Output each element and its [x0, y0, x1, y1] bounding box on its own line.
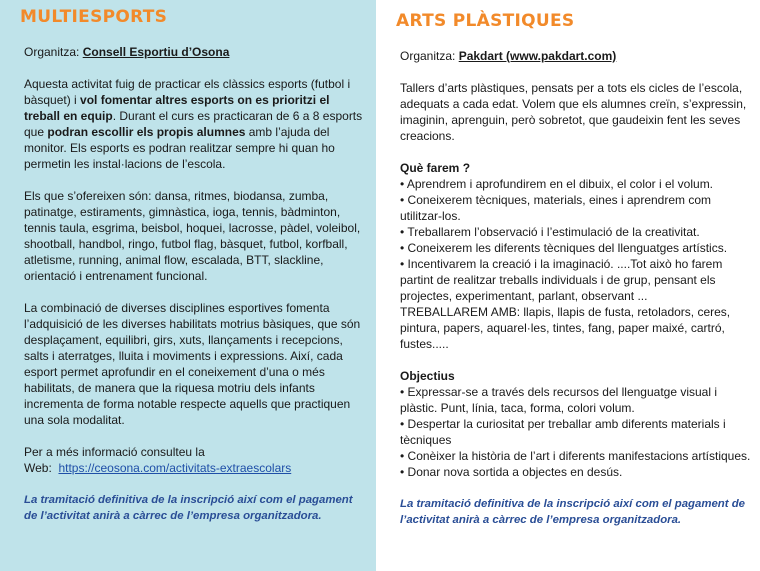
left-web-line: [24, 460, 368, 476]
list-item: • Coneixerem tècniques, materials, eines i aprendrem com utilitzar-los.: [400, 193, 712, 223]
right-footer-note: La tramitació definitiva de la inscripció així com el pagament de l’activitat anirà a càrrec de l’empresa organitzadora.: [400, 498, 745, 526]
list-item: • Aprendrem i aprofundirem en el dibuix, el color i el volum.: [400, 177, 714, 191]
right-organizer-label: Organitza:: [400, 49, 456, 63]
highlight-teamwork: vol fomentar altres esports on es prioritzi el treball en equip: [24, 93, 330, 123]
ceosona-link[interactable]: https://ceosona.com/activitats-extraescolars: [58, 461, 292, 475]
list-item: • Despertar la curiositat per treballar amb diferents materials i tècniques: [400, 417, 726, 447]
left-footer-note: La tramitació definitiva de la inscripció així com el pagament de l’activitat anirà a càrrec de l’empresa organitzadora.: [24, 494, 353, 522]
left-benefits: La combinació de diverses disciplines esportives fomenta l’adquisició de les diverses habilitats motrius bàsiques, que són desplaçament, equilibri, girs, xuts, llançaments i recepcions, salts i aterratges, lluita i moviments i expressions. Així, cada esport permet aprofundir en el coneixement d’una o més habilitats, de manera que la riquesa motriu dels infants incrementa de forma notable respecte aquells que practiquen una sola modalitat.: [24, 301, 361, 427]
left-organizer-label: Organitza:: [24, 45, 80, 59]
list-item: • Expressar-se a través dels recursos del llenguatge visual i plàstic. Punt, línia, taca, forma, colori volum.: [400, 385, 718, 415]
right-organizer-name: Pakdart (www.pakdart.com): [458, 49, 617, 63]
list-item: • Conèixer la història de l’art i diferents manifestacions artístiques.: [400, 449, 751, 463]
what-we-do-heading: Què farem ?: [400, 161, 471, 175]
right-organizer: [400, 48, 752, 64]
list-item: • Treballarem l’observació i l’estimulació de la creativitat.: [400, 225, 700, 239]
list-item: • Coneixerem les diferents tècniques del llenguatges artístics.: [400, 241, 728, 255]
objectives-heading: Objectius: [400, 369, 455, 383]
left-more-info: Per a més informació consulteu la: [24, 445, 205, 459]
materials-line: TREBALLAREM AMB: llapis, llapis de fusta, retoladors, ceres, pintura, papers, aquarel·les, tintes, fang, paper maixé, cartró, fustes.....: [400, 305, 731, 351]
list-item: • Incentivarem la creació i la imaginació. ....Tot això ho farem partint de realitzar treballs individuals i de grup, pensant els projectes, experimentant, parlant, observant ...: [400, 257, 723, 303]
left-organizer-name: Consell Esportiu d’Osona: [82, 45, 230, 59]
multiesports-column: [0, 0, 376, 571]
left-organizer: [24, 44, 368, 60]
arts-plastiques-column: [376, 0, 760, 571]
list-item: • Donar nova sortida a objectes en desús.: [400, 465, 623, 479]
highlight-students-choose: podran escollir els propis alumnes: [47, 125, 246, 139]
left-sports-list: Els que s’ofereixen són: dansa, ritmes, biodansa, zumba, patinatge, estiraments, gimnàstica, ioga, tennis, bàdminton, tennis taula, esgrima, beisbol, hoquei, lacrosse, pàdel, voleibol, shootball, handbol, ringo, futbol flag, bàsquet, futbol, korfball, atletisme, running, animal flow, escalada, BTT, slackline, orientació i entrenament funcional.: [24, 189, 361, 283]
multiesports-title: MULTIESPORTS: [20, 7, 168, 27]
web-label: Web:: [24, 461, 52, 475]
arts-plastiques-title: ARTS PLÀSTIQUES: [396, 11, 575, 31]
left-description: Aquesta activitat fuig de practicar els clàssics esports (futbol i bàsquet) i vol fomentar altres esports on es prioritzi el treball en equip. Durant el curs es practicaran de 6 a 8 esports que podran escollir els propis alumnes amb l’ajuda del monitor. Els esports es podran realitzar sempre hi quan ho permetin les instal·lacions de l’escola.: [24, 77, 363, 171]
right-intro: Tallers d’arts plàstiques, pensats per a tots els cicles de l’escola, adequats a cada edat. Volem que els alumnes creïn, s’expressin, imaginin, aprenguin, però sobretot, que gaudeixin fent les seves creacions.: [400, 81, 747, 143]
